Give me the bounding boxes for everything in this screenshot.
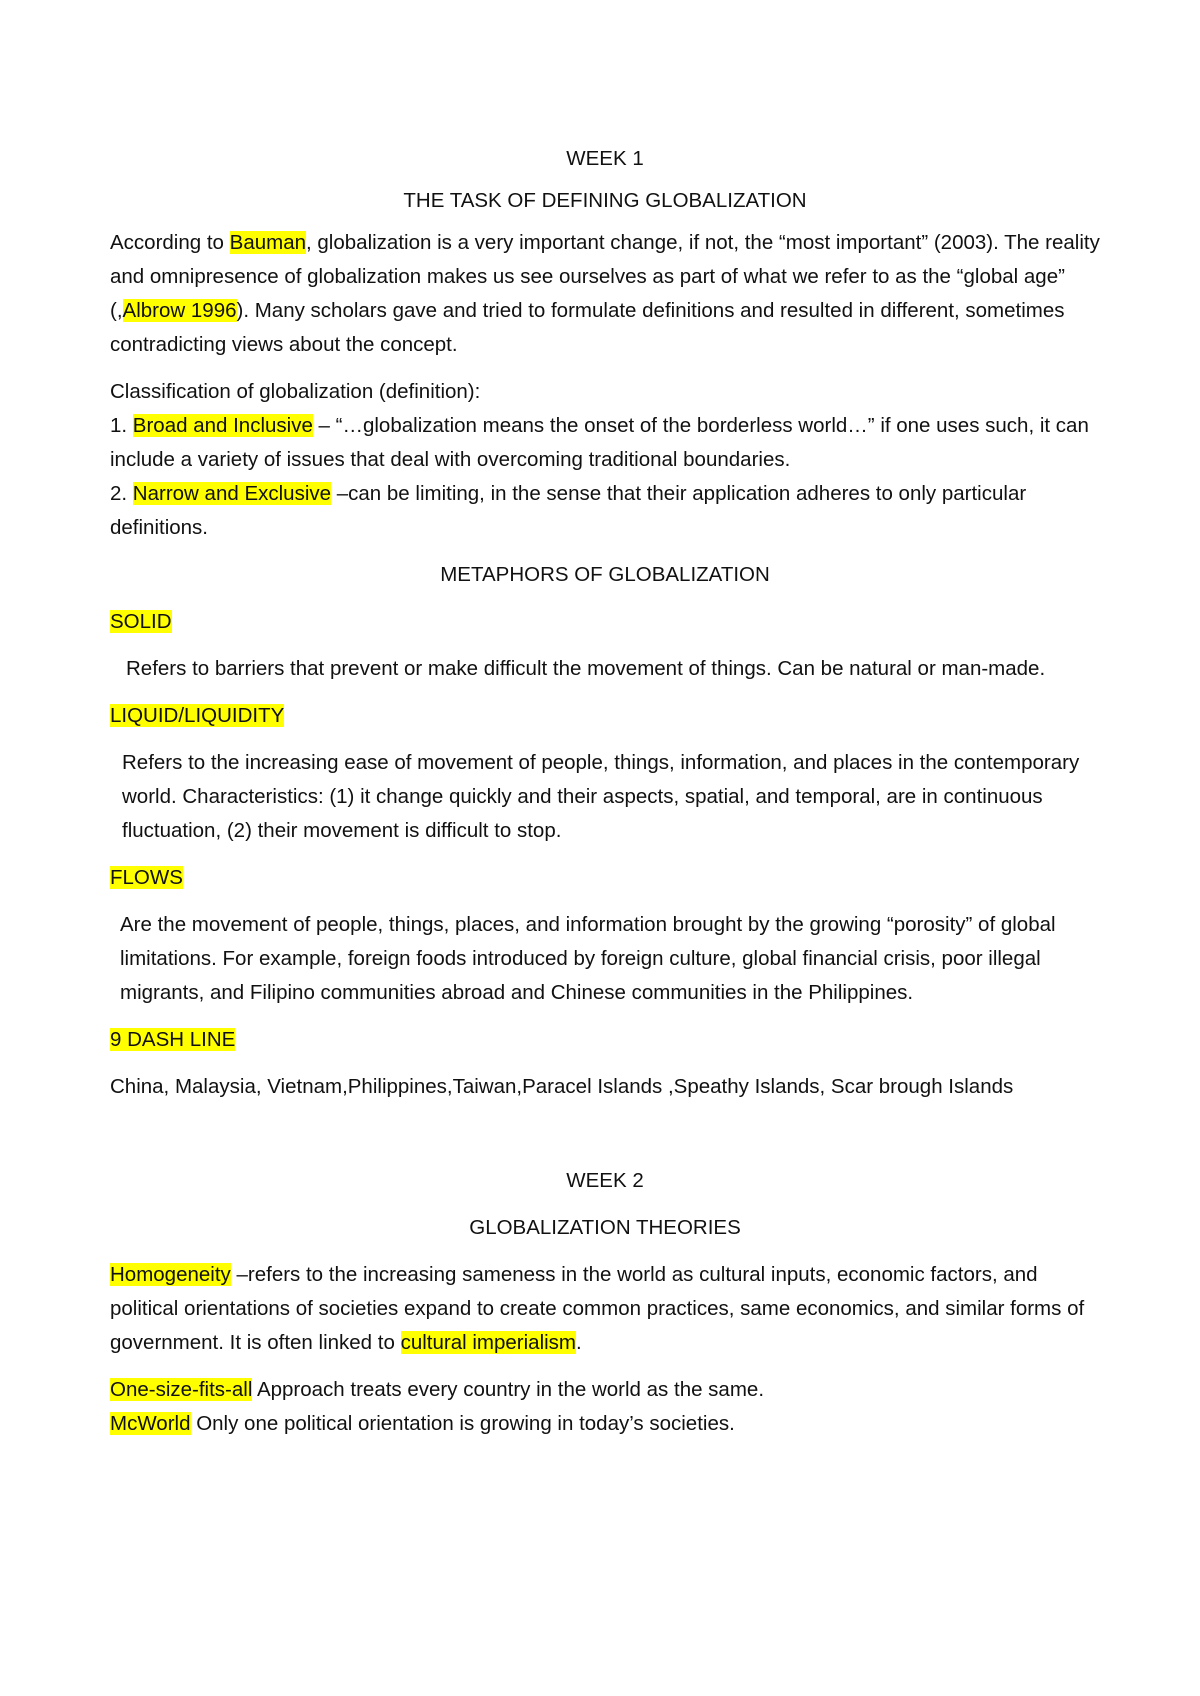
week2-subtitle: GLOBALIZATION THEORIES bbox=[469, 1216, 741, 1239]
document-body bbox=[110, 142, 1100, 1441]
item-1-text: – “…globalization means the onset of the borderless world…” if one uses such, it can include a variety of issues that deal with overcoming traditional boundaries. bbox=[110, 414, 1089, 471]
solid-term-line bbox=[110, 605, 1100, 639]
homogeneity-end: . bbox=[576, 1331, 582, 1354]
intro-paragraph bbox=[110, 226, 1100, 362]
dashline-countries: China, Malaysia, Vietnam,Philippines,Taiwan,Paracel Islands ,Speathy Islands, Scar brough Islands bbox=[110, 1075, 1014, 1098]
metaphors-heading: METAPHORS OF GLOBALIZATION bbox=[440, 563, 770, 586]
intro-text-3: ). Many scholars gave and tried to formulate definitions and resulted in different, sometimes contradicting views about the concept. bbox=[110, 299, 1065, 356]
liquid-definition: Refers to the increasing ease of movement of people, things, information, and places in the contemporary world. Characteristics: (1) it change quickly and their aspects, spatial, and temporal, are in continuous fluctuation, (2) their movement is difficult to stop. bbox=[122, 751, 1080, 842]
highlight-broad-inclusive: Broad and Inclusive bbox=[132, 414, 313, 437]
highlight-liquid: LIQUID/LIQUIDITY bbox=[110, 704, 285, 727]
dashline-term-line bbox=[110, 1023, 1100, 1057]
homogeneity-text: –refers to the increasing sameness in the world as cultural inputs, economic factors, and political orientations of societies expand to create common practices, same economics, and similar forms of government. It is often linked to bbox=[110, 1263, 1085, 1354]
classification-item-1 bbox=[110, 409, 1100, 477]
week2-title: WEEK 2 bbox=[566, 1169, 644, 1192]
homogeneity-paragraph bbox=[110, 1258, 1100, 1360]
highlight-mcworld: McWorld bbox=[110, 1412, 191, 1435]
highlight-one-size-fits-all: One-size-fits-all bbox=[110, 1378, 253, 1401]
highlight-flows: FLOWS bbox=[110, 866, 183, 889]
onesize-line bbox=[110, 1373, 1100, 1407]
intro-text-2: , globalization is a very important change, if not, the “most important” (2003). The reality and omnipresence of globalization makes us see ourselves as part of what we refer to as the “global age” (, bbox=[110, 231, 1100, 322]
solid-definition: Refers to barriers that prevent or make difficult the movement of things. Can be natural or man-made. bbox=[126, 657, 1046, 680]
highlight-albrow: Albrow 1996 bbox=[122, 299, 237, 322]
mcworld-text: Only one political orientation is growing in today’s societies. bbox=[190, 1412, 735, 1435]
liquid-term-line bbox=[110, 699, 1100, 733]
item-1-number: 1. bbox=[110, 414, 133, 437]
week1-subtitle: THE TASK OF DEFINING GLOBALIZATION bbox=[403, 189, 807, 212]
highlight-cultural-imperialism: cultural imperialism bbox=[400, 1331, 577, 1354]
highlight-dash-line: 9 DASH LINE bbox=[110, 1028, 236, 1051]
onesize-text: Approach treats every country in the world as the same. bbox=[252, 1378, 765, 1401]
item-2-text: –can be limiting, in the sense that their application adheres to only particular definitions. bbox=[110, 482, 1027, 539]
highlight-bauman: Bauman bbox=[229, 231, 307, 254]
classification-heading: Classification of globalization (definition): bbox=[110, 380, 481, 403]
week1-title: WEEK 1 bbox=[566, 147, 644, 170]
highlight-homogeneity: Homogeneity bbox=[110, 1263, 231, 1286]
item-2-number: 2. bbox=[110, 482, 133, 505]
classification-item-2 bbox=[110, 477, 1100, 545]
highlight-narrow-exclusive: Narrow and Exclusive bbox=[132, 482, 332, 505]
mcworld-line bbox=[110, 1407, 1100, 1441]
flows-term-line bbox=[110, 861, 1100, 895]
highlight-solid: SOLID bbox=[110, 610, 172, 633]
intro-text-1: According to bbox=[110, 231, 230, 254]
flows-definition: Are the movement of people, things, places, and information brought by the growing “porosity” of global limitations. For example, foreign foods introduced by foreign culture, global financial crisis, poor illegal migrants, and Filipino communities abroad and Chinese communities in the Philippines. bbox=[120, 913, 1056, 1004]
